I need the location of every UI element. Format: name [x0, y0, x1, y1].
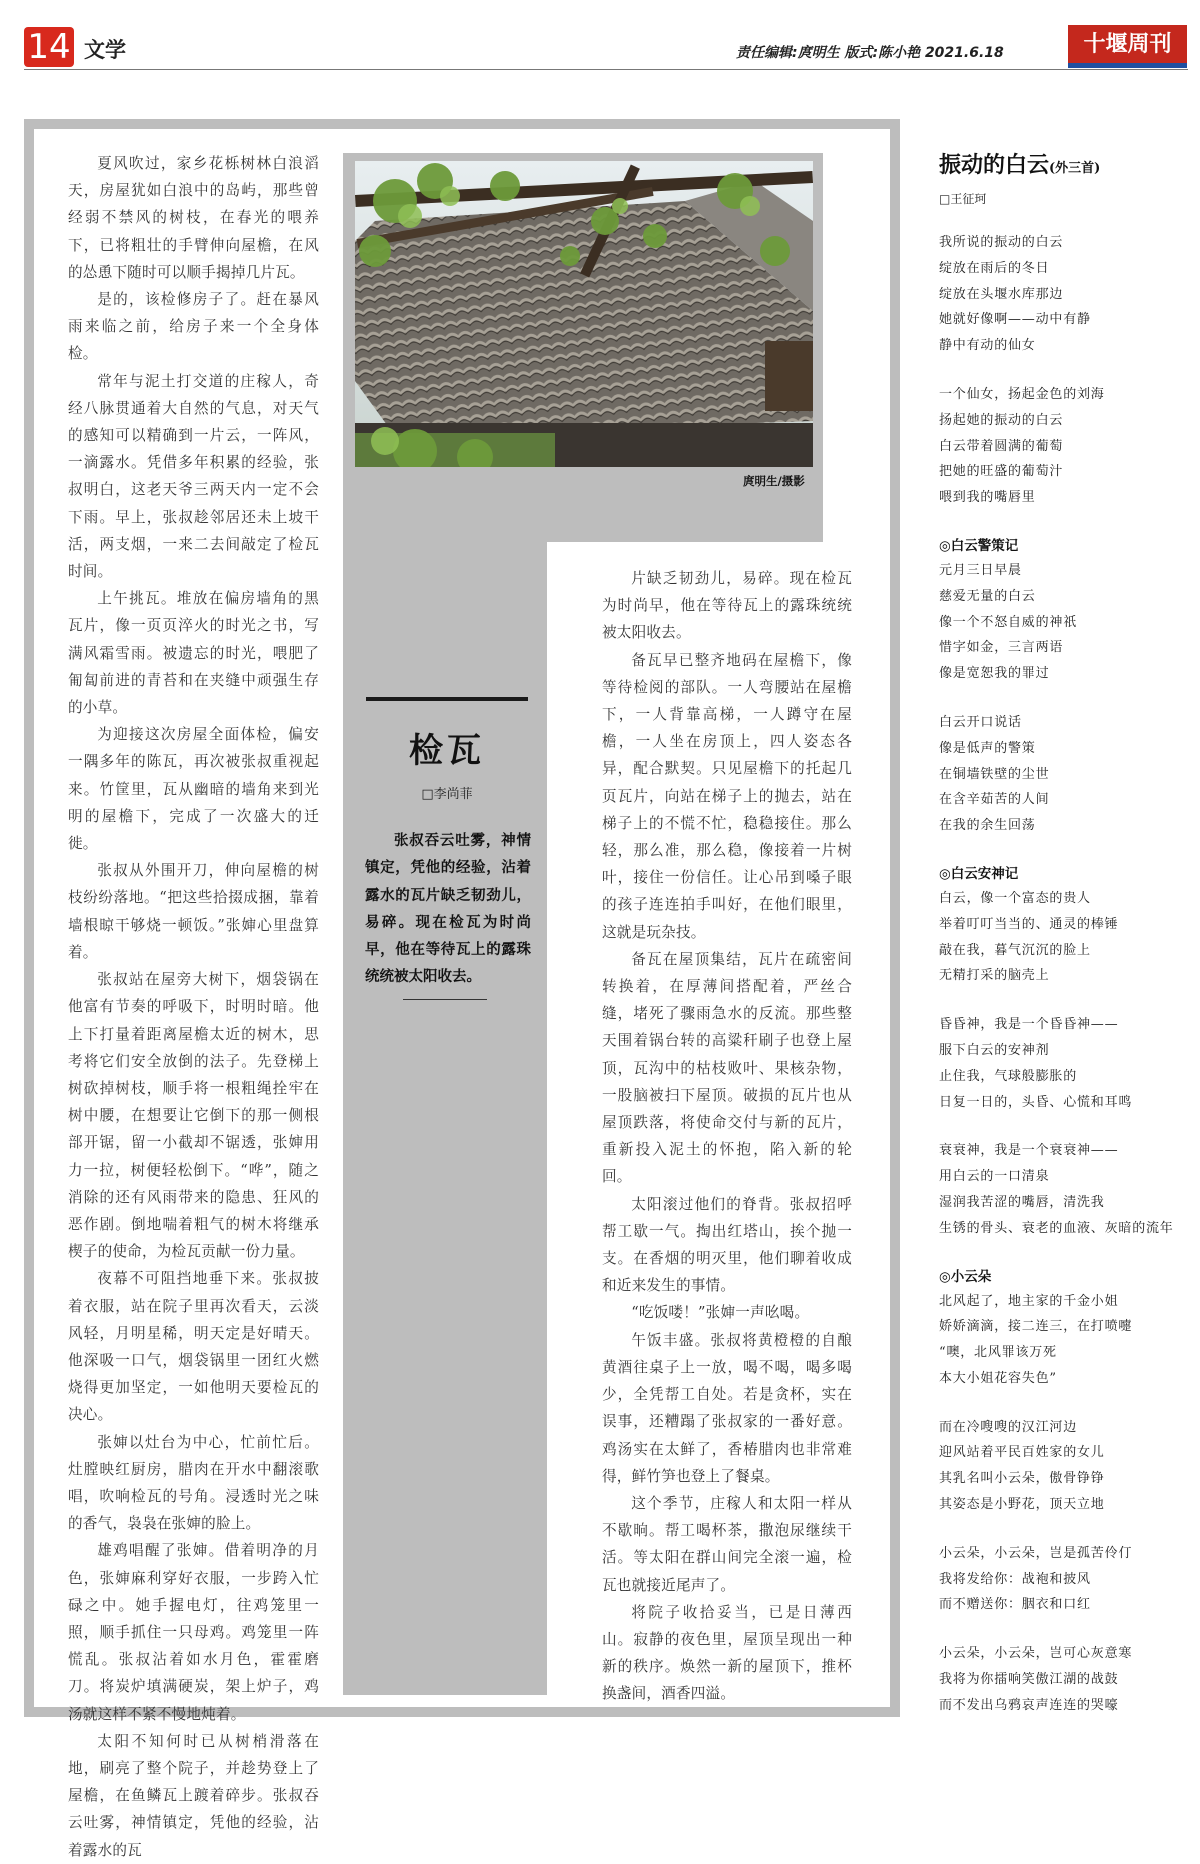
poem-line: 喂到我的嘴唇里 [939, 490, 1036, 506]
poem-stanza [939, 1415, 1194, 1518]
poem-line: 敲在我，暮气沉沉的脸上 [939, 942, 1091, 958]
poem-line: 用白云的一口清泉 [939, 1169, 1050, 1185]
poem-line: 惜字如金，三言两语 [939, 640, 1064, 656]
pull-quote-rule [403, 999, 487, 1000]
poem-line: 在我的余生回荡 [939, 818, 1036, 834]
poem-line: 慈爱无量的白云 [939, 588, 1036, 604]
header-rule [24, 69, 1188, 70]
article-paragraph: 是的，该检修房子了。赶在暴风雨来临之前，给房子来一个全身体检。 [68, 291, 319, 363]
article-paragraph: 常年与泥土打交道的庄稼人，奇经八脉贯通着大自然的气息，对天气的感知可以精确到一片云，一阵风，一滴露水。凭借多年积累的经验，张叔明白，这老天爷三两天内一定不会下雨。早上，张叔趁邻居还未上坡干活，两支烟，一来二去间敲定了检瓦时间。 [68, 372, 319, 581]
poem-stanzas [939, 230, 1194, 1719]
poem-line: 我将为你擂响笑傲江湖的战鼓 [939, 1672, 1119, 1688]
poem-line: 湿润我苦涩的嘴唇，清洗我 [939, 1194, 1105, 1210]
poem-subtitle: ◎白云警策记 [939, 537, 1019, 554]
poem-line: 在含辛茹苦的人间 [939, 792, 1050, 808]
poem-line: 衰衰神，我是一个衰衰神—— [939, 1143, 1119, 1159]
poem-line: 生锈的骨头、衰老的血液、灰暗的流年 [939, 1220, 1174, 1236]
poem-line: 日复一日的，头昏、心慌和耳鸣 [939, 1094, 1133, 1110]
poem-stanza [939, 1289, 1194, 1392]
pull-quote: 张叔吞云吐雾，神情镇定，凭他的经验，沾着露水的瓦片缺乏韧劲儿，易碎。现在检瓦为时尚早，他在等待瓦上的露珠统统被太阳收去。 [365, 832, 531, 986]
photo-credit: 庹明生/摄影 [743, 474, 805, 488]
poem-stanza [939, 886, 1194, 989]
poem-line: 其乳名叫小云朵，傲骨铮铮 [939, 1471, 1105, 1487]
article-paragraph: 太阳滚过他们的脊背。张叔招呼帮工歇一气。掏出红塔山，挨个抛一支。在香烟的明灭里，他们聊着收成和近来发生的事情。 [602, 1195, 852, 1295]
article-paragraph: 张叔从外围开刀，伸向屋檐的树枝纷纷落地。“把这些拾掇成捆，靠着墙根晾干够烧一顿饭。”张婶心里盘算着。 [68, 862, 319, 961]
article-paragraph: 将院子收拾妥当，已是日薄西山。寂静的夜色里，屋顶呈现出一种新的秩序。焕然一新的屋顶下，推杯换盏间，酒香四溢。 [602, 1603, 852, 1703]
article-paragraph: 午饭丰盛。张叔将黄橙橙的自酿黄酒往桌子上一放，喝不喝，喝多喝少，全凭帮工自处。若是贪杯，实在误事，还糟蹋了张叔家的一番好意。鸡汤实在太鲜了，香椿腊肉也非常难得，鲜竹笋也登上了餐桌。 [602, 1331, 852, 1485]
poem-line: 而不发出乌鸦哀声连连的哭嚎 [939, 1697, 1119, 1713]
poem-line: 服下白云的安神剂 [939, 1042, 1050, 1058]
poem-line: 小云朵，小云朵，岂可心灰意寒 [939, 1646, 1133, 1662]
page-number: 14 [24, 27, 74, 67]
poem-line: 小云朵，小云朵，岂是孤苦伶仃 [939, 1545, 1133, 1561]
poem-stanza [939, 1641, 1194, 1718]
poem-line: 举着叮叮当当的、通灵的棒锤 [939, 916, 1119, 932]
article-paragraph: 这个季节，庄稼人和太阳一样从不歇晌。帮工喝杯茶，撒泡尿继续干活。等太阳在群山间完全滚一遍，检瓦也就接近尾声了。 [602, 1494, 852, 1594]
article-paragraph: 上午挑瓦。堆放在偏房墙角的黑瓦片，像一页页淬火的时光之书，写满风霜雪雨。被遗忘的时光，喂肥了匍匐前进的青苔和在夹缝中顽强生存的小草。 [68, 590, 319, 717]
poem-stanza [939, 1012, 1194, 1115]
poem-line: 绽放在头堰水库那边 [939, 286, 1064, 302]
article-paragraph: 夏风吹过，家乡花栎树林白浪滔天，房屋犹如白浪中的岛屿，那些曾经弱不禁风的树枝，在春光的喂养下，已将粗壮的手臂伸向屋檐，在风的怂恿下随时可以顺手揭掉几片瓦。 [68, 155, 319, 281]
article-paragraph: 雄鸡唱醒了张婶。借着明净的月色，张婶麻利穿好衣服，一步跨入忙碌之中。她手握电灯，往鸡笼里一照，顺手抓住一只母鸡。鸡笼里一阵慌乱。张叔沾着如水月色，霍霍磨刀。将炭炉填满硬炭，架上炉子，鸡汤就这样不紧不慢地炖着。 [68, 1542, 319, 1723]
poem-line: 白云，像一个富态的贵人 [939, 890, 1091, 906]
article-paragraph: 备瓦在屋顶集结，瓦片在疏密间转换着，在厚薄间搭配着，严丝合缝，堵死了骤雨急水的反流。那些整天围着锅台转的高粱秆刷子也登上屋顶，瓦沟中的枯枝败叶、果核杂物，一股脑被扫下屋顶。破损的瓦片也从屋顶跌落，将使命交付与新的瓦片，重新投入泥土的怀抱，陷入新的轮回。 [602, 950, 852, 1186]
article-column-right [602, 565, 852, 1708]
article-paragraph: 张婶以灶台为中心，忙前忙后。灶膛映红厨房，腊肉在开水中翻滚歌唱，吹响检瓦的号角。浸透时光之味的香气，袅袅在张婶的脸上。 [68, 1433, 319, 1533]
poem-line: 一个仙女，扬起金色的刘海 [939, 386, 1105, 402]
poem-line: 静中有动的仙女 [939, 338, 1036, 354]
poem-line: 在铜墙铁壁的尘世 [939, 766, 1050, 782]
roof-tiles-photo [355, 161, 813, 467]
poem-subtitle: ◎小云朵 [939, 1268, 992, 1285]
poem-stanza [939, 230, 1194, 359]
poem-line: 昏昏神，我是一个昏昏神—— [939, 1017, 1119, 1033]
poem-line: 绽放在雨后的冬日 [939, 260, 1050, 276]
title-rule [366, 697, 528, 701]
poem-stanza [939, 382, 1194, 511]
poem-stanza [939, 1541, 1194, 1618]
poem-line: 迎风站着平民百姓家的女儿 [939, 1445, 1105, 1461]
poem-stanza [939, 1138, 1194, 1241]
poem-line: 扬起她的振动的白云 [939, 412, 1064, 428]
poem-line: “噢，北风罪该万死 [939, 1345, 1057, 1361]
article-frame [24, 119, 900, 1859]
poem-line: 元月三日早晨 [939, 562, 1022, 578]
poem-column [939, 152, 1194, 1719]
article-column-left [68, 150, 319, 1864]
poem-line: 像是宽恕我的罪过 [939, 666, 1050, 682]
article-paragraph: 张叔站在屋旁大树下，烟袋锅在他富有节奏的呼吸下，时明时暗。他上下打量着距离屋檐太近的树木，思考将它们安全放倒的法子。先登梯上树砍掉树枝，顺手将一根粗绳拴牢在树中腰，在想要让它倒下的那一侧根部开锯，留一小截却不锯透，张婶用力一拉，树便轻松倒下。“哗”，随之消除的还有风雨带来的隐患、狂风的恶作剧。倒地喘着粗气的树木将继承楔子的使命，为检瓦贡献一份力量。 [68, 971, 319, 1261]
section-title: 文学 [84, 38, 126, 62]
poem-stanza [939, 710, 1194, 839]
poem-line: 止住我，气球般膨胀的 [939, 1068, 1078, 1084]
article-paragraph: 为迎接这次房屋全面体检，偏安一隅多年的陈瓦，再次被张叔重视起来。竹筐里，瓦从幽暗的墙角来到光明的屋檐下，完成了一次盛大的迁徙。 [68, 726, 319, 853]
article-author: □李尚菲 [421, 787, 473, 802]
poem-title-suffix: (外三首) [1049, 161, 1101, 176]
poem-line: 而不赠送你：胭衣和口红 [939, 1597, 1091, 1613]
poem-line: 她就好像啊——动中有静 [939, 312, 1091, 328]
article-paragraph: 夜幕不可阻挡地垂下来。张叔披着衣服，站在院子里再次看天，云淡风轻，月明星稀，明天定是好晴天。他深吸一口气，烟袋锅里一团红火燃烧得更加坚定，一如他明天要检瓦的决心。 [68, 1270, 319, 1424]
article-paragraph: 太阳不知何时已从树梢滑落在地，刷亮了整个院子，并趁势登上了屋檐，在鱼鳞瓦上踱着碎步。张叔吞云吐雾，神情镇定，凭他的经验，沾着露水的瓦 [68, 1732, 319, 1859]
poem-line: 我将发给你：战袍和披风 [939, 1571, 1091, 1587]
poem-author: □王征珂 [939, 192, 987, 206]
poem-line: 把她的旺盛的葡萄汁 [939, 464, 1064, 480]
poem-line: 白云带着圆满的葡萄 [939, 438, 1064, 454]
poem-stanza [939, 558, 1194, 687]
poem-line: 其姿态是小野花，顶天立地 [939, 1497, 1105, 1513]
poem-line: 我所说的振动的白云 [939, 235, 1064, 250]
article-paragraph: 片缺乏韧劲儿，易碎。现在检瓦为时尚早，他在等待瓦上的露珠统统被太阳收去。 [602, 570, 852, 642]
poem-line: 娇娇滴滴，接二连三，在打喷嚏 [939, 1319, 1133, 1335]
masthead-underline [1068, 63, 1187, 68]
article-paragraph: 备瓦早已整齐地码在屋檐下，像等待检阅的部队。一人弯腰站在屋檐下，一人背靠高梯，一人蹲守在屋檐，一人坐在房顶上，四人姿态各异，配合默契。只见屋檐下的托起几页瓦片，向站在梯子上的抛去，站在梯子上的不慌不忙，稳稳接住。那么轻，那么准，那么稳，像接着一片树叶，接住一份信任。让心吊到嗓子眼的孩子连连拍手叫好，在他们眼里，这就是玩杂技。 [602, 651, 852, 941]
article-inner [34, 129, 890, 1859]
article-paragraph: “吃饭喽！”张婶一声吆喝。 [631, 1304, 810, 1322]
poem-line: 北风起了，地主家的千金小姐 [939, 1293, 1119, 1309]
poem-line: 无精打采的脑壳上 [939, 968, 1050, 984]
poem-line: 而在冷嗖嗖的汉江河边 [939, 1419, 1078, 1435]
masthead-logo: 十堰周刊 [1068, 25, 1187, 63]
editor-credits: 责任编辑:庹明生 版式:陈小艳 2021.6.18 [736, 45, 1004, 61]
poem-line: 本大小姐花容失色” [939, 1370, 1057, 1386]
poem-title: 振动的白云(外三首) [939, 152, 1101, 178]
poem-line: 白云开口说话 [939, 714, 1022, 730]
poem-line: 像一个不怒自威的神祇 [939, 614, 1078, 630]
poem-subtitle: ◎白云安神记 [939, 865, 1019, 882]
article-title: 检瓦 [409, 731, 485, 771]
poem-line: 像是低声的警策 [939, 740, 1036, 756]
